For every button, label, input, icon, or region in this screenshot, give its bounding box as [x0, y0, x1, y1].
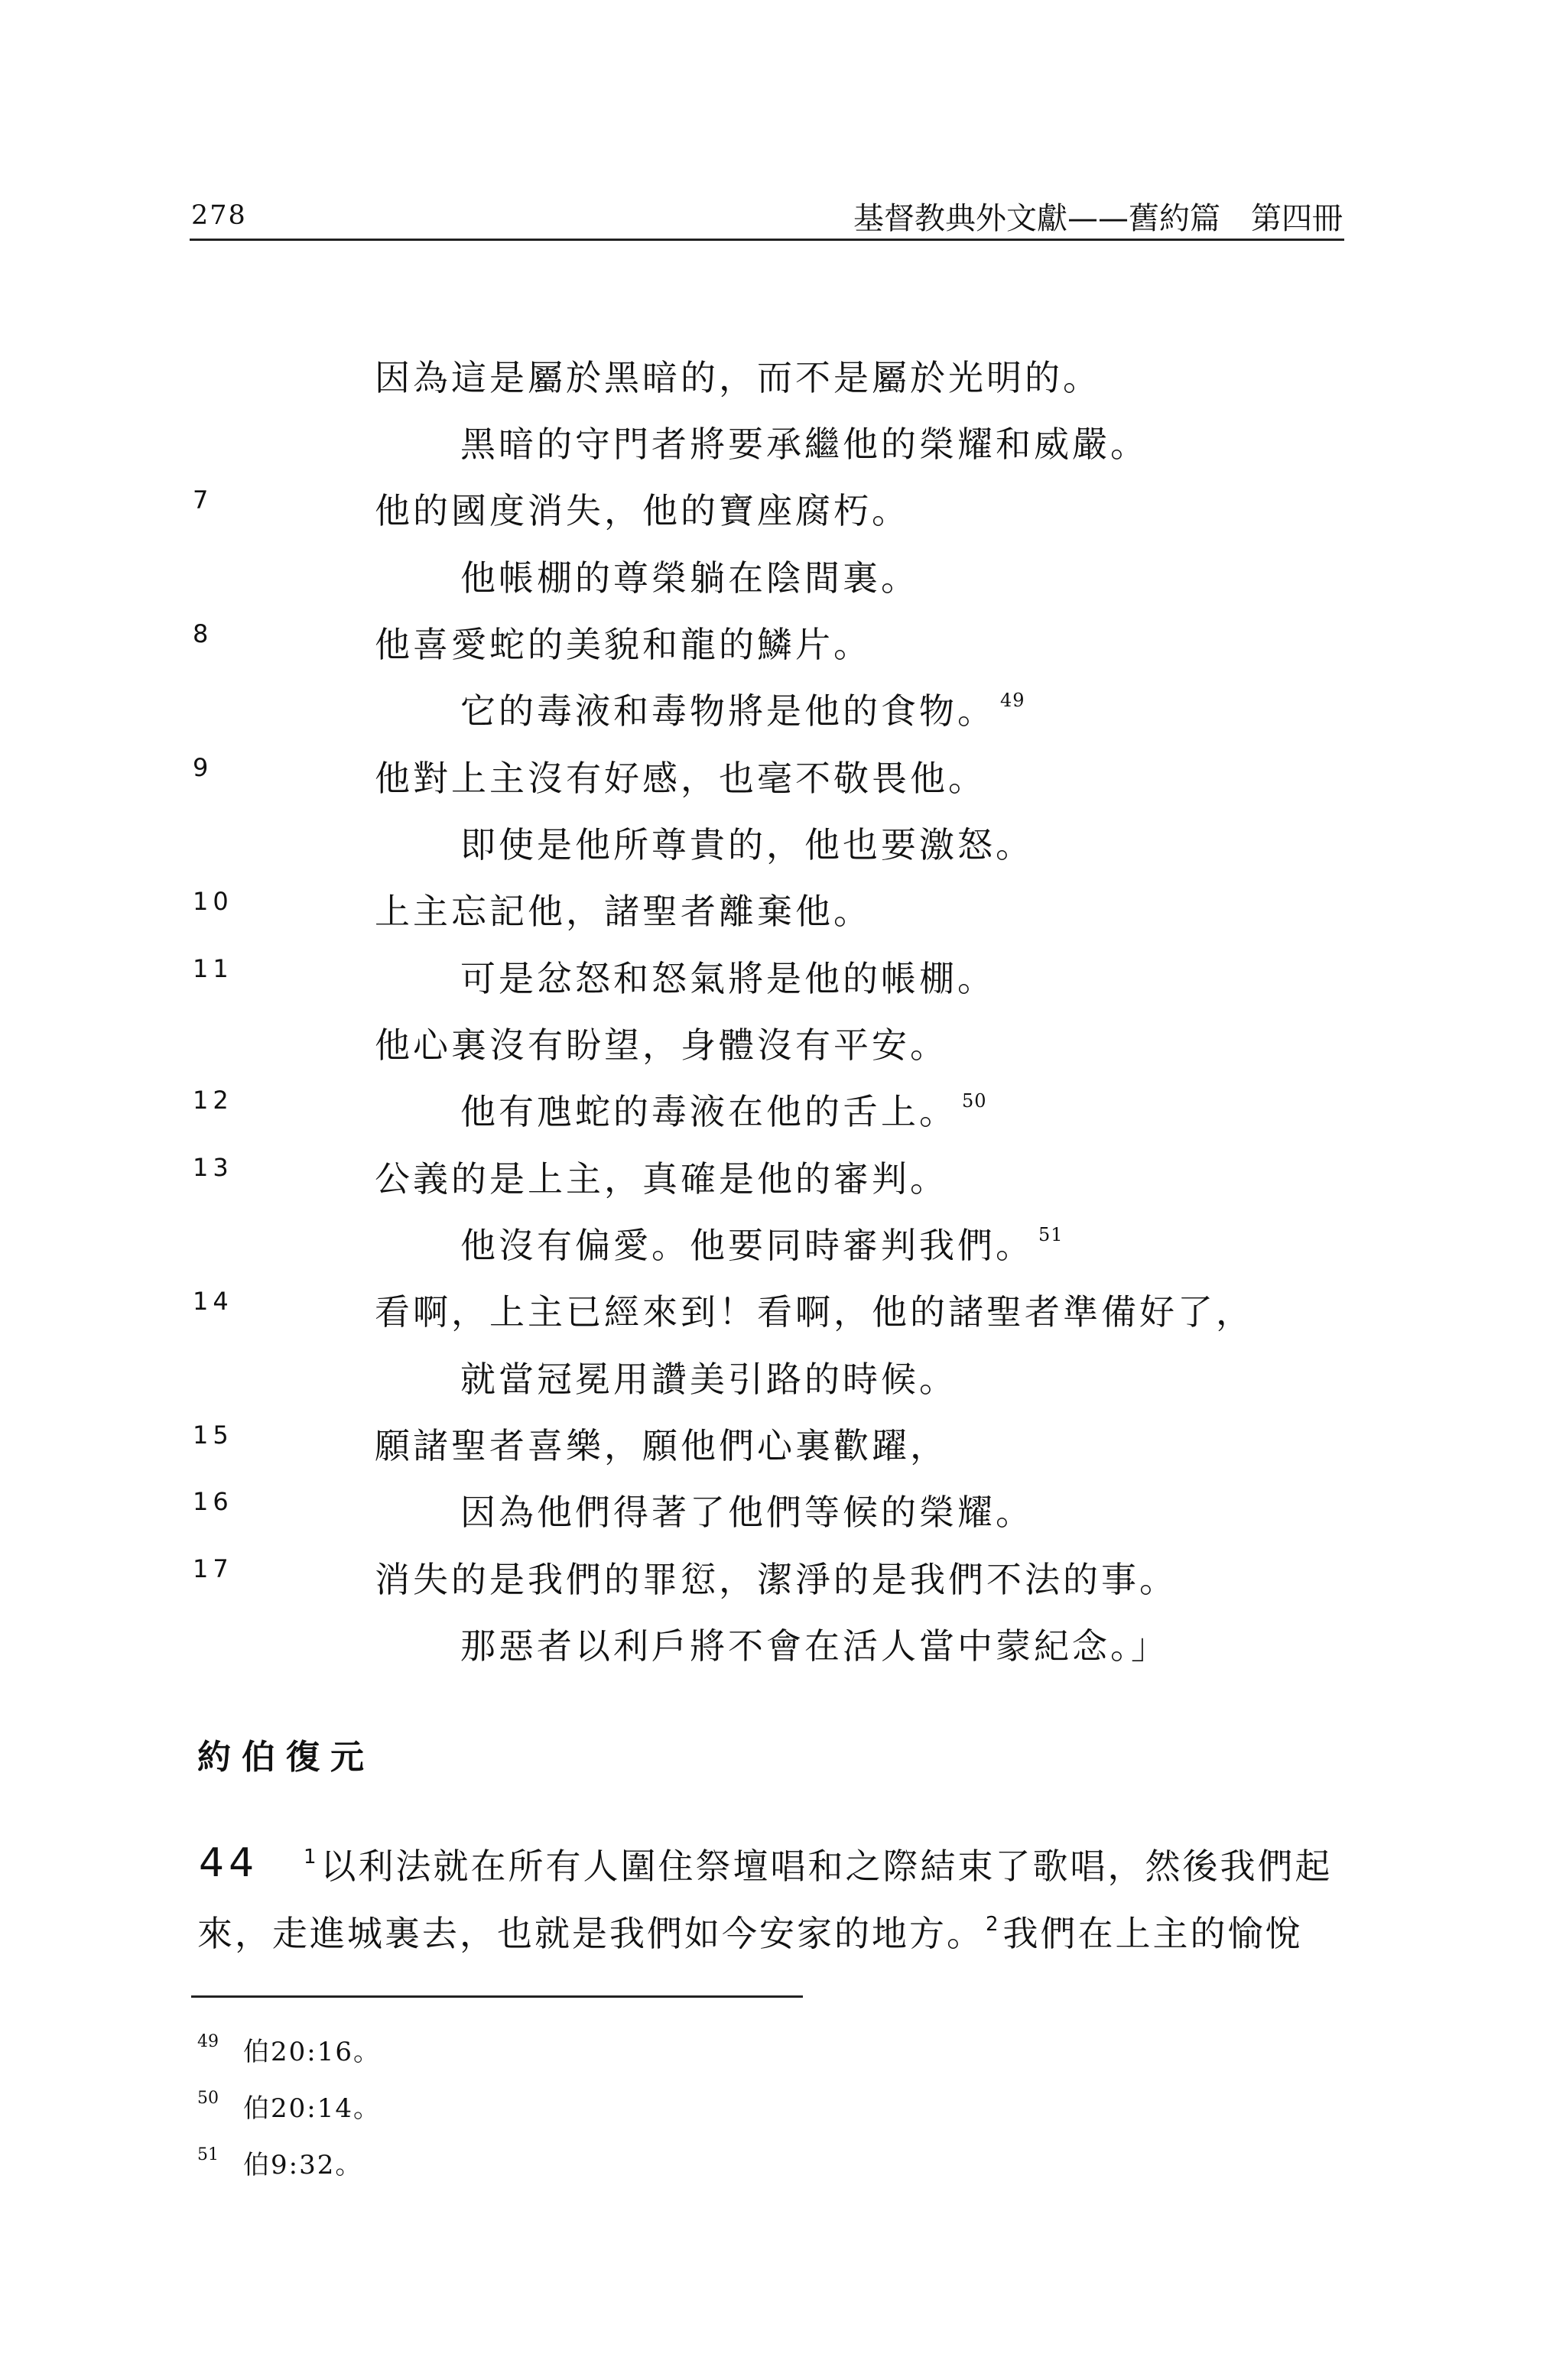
verse-number: 10	[193, 887, 233, 916]
chapter-number: 44	[199, 1840, 259, 1886]
footnote-mark: 50	[197, 2089, 219, 2108]
verse-number: 13	[193, 1153, 233, 1182]
paragraph-line: 來，走進城裏去，也就是我們如今安家的地方。$^2$ 我們在上主的愉悅	[197, 1913, 1303, 1954]
footnote-ref: 51	[1038, 1224, 1064, 1245]
verse-number: 7	[193, 485, 213, 515]
header-rule	[190, 239, 1344, 241]
paragraph-line: $^1$ 以利法就在所有人圍住祭壇唱和之際結束了歌唱，然後我們起	[304, 1846, 1333, 1887]
poem-line: 上主忘記他，諸聖者離棄他。	[375, 891, 872, 932]
poem-line: 消失的是我們的罪愆，潔淨的是我們不法的事。	[375, 1559, 1178, 1600]
poem-line: 願諸聖者喜樂，願他們心裏歡躍，	[375, 1425, 948, 1466]
verse-number: 8	[193, 619, 213, 648]
footnote-text: 伯20:14。	[243, 2093, 381, 2124]
verse-number: 9	[193, 753, 213, 782]
poem-line: 因為這是屬於黑暗的，而不是屬於光明的。	[375, 357, 1101, 398]
footnote-rule	[191, 1995, 803, 1998]
poem-line: 他沒有偏愛。他要同時審判我們。 $^{51}$	[460, 1224, 1064, 1266]
poem-line: 他心裏沒有盼望，身體沒有平安。	[375, 1024, 948, 1066]
verse-number: 15	[193, 1421, 233, 1450]
footnote-ref: 49	[1000, 690, 1025, 711]
poem-line: 那惡者以利戶將不會在活人當中蒙紀念。」	[460, 1625, 1169, 1667]
section-heading: 約伯復元	[197, 1738, 375, 1777]
poem-line: 即使是他所尊貴的，他也要激怒。	[460, 824, 1034, 865]
footnote-text: 伯20:16。	[243, 2037, 381, 2067]
verse-number: 11	[193, 954, 233, 983]
verse-number: 16	[193, 1487, 233, 1516]
verse-number: 17	[193, 1554, 233, 1583]
page-number: 278	[191, 200, 247, 231]
poem-line: 他帳棚的尊榮躺在陰間裏。	[460, 557, 919, 599]
footnote-mark: 49	[197, 2032, 219, 2051]
running-title: 基督教典外文獻——舊約篇 第四冊	[853, 201, 1343, 236]
verse-number: 1	[304, 1846, 317, 1869]
verse-number: 2	[986, 1913, 999, 1936]
poem-line: 他喜愛蛇的美貌和龍的鱗片。	[375, 624, 872, 665]
poem-line: 它的毒液和毒物將是他的食物。 $^{49}$	[460, 690, 1025, 732]
poem-line: 因為他們得著了他們等候的榮耀。	[460, 1492, 1034, 1533]
poem-line: 他的國度消失，他的寶座腐朽。	[375, 490, 910, 531]
poem-line: 就當冠冕用讚美引路的時候。	[460, 1359, 957, 1400]
footnote-text: 伯9:32。	[243, 2150, 363, 2180]
verse-number: 14	[193, 1287, 233, 1316]
poem-line: 他有虺蛇的毒液在他的舌上。 $^{50}$	[460, 1090, 987, 1132]
verse-number: 12	[193, 1086, 233, 1115]
poem-line: 黑暗的守門者將要承繼他的榮耀和威嚴。	[460, 424, 1149, 465]
footnote-ref: 50	[962, 1090, 987, 1112]
poem-line: 看啊，上主已經來到！看啊，他的諸聖者準備好了，	[375, 1291, 1254, 1333]
poem-line: 公義的是上主，真確是他的審判。	[375, 1158, 948, 1200]
footnote-mark: 51	[197, 2145, 219, 2164]
poem-line: 可是忿怒和怒氣將是他的帳棚。	[460, 958, 996, 999]
poem-line: 他對上主沒有好感，也毫不敬畏他。	[375, 758, 986, 799]
